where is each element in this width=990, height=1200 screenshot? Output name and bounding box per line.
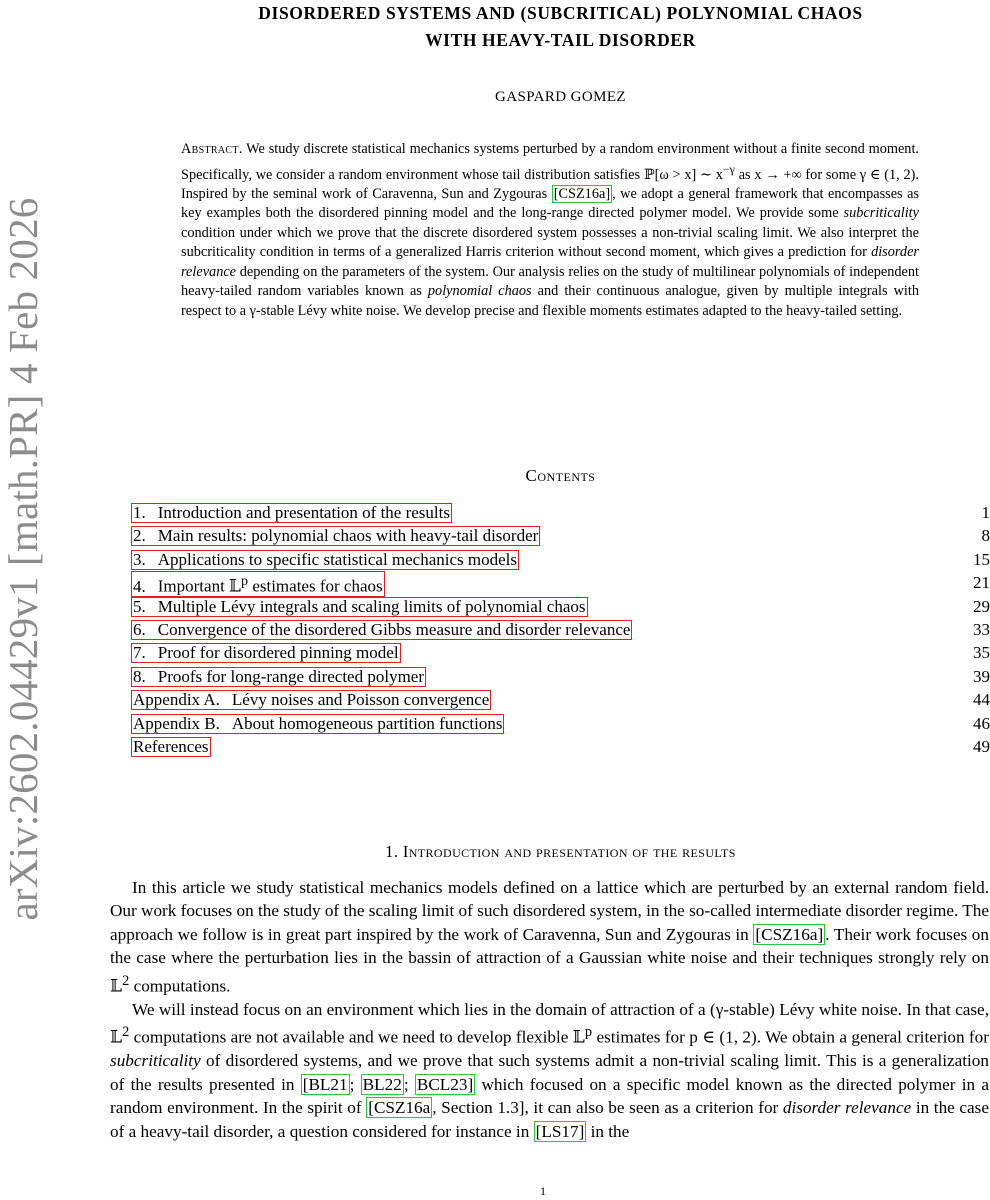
abstract-text: , we adopt a general framework that encompasses as key examples both the disordered pinning model and the long-range directed polymer model. We provide some bbox=[181, 185, 920, 222]
body-text-run: estimates for p ∈ (1, 2). We obtain a general criterion for bbox=[592, 1027, 989, 1047]
citation-link[interactable]: BL22 bbox=[362, 1074, 402, 1094]
body-text-run: in the case of a heavy-tail disorder, a question considered for instance in bbox=[110, 1098, 989, 1141]
citation-link[interactable]: [BL21 bbox=[302, 1074, 348, 1094]
paper-title bbox=[132, 0, 989, 54]
toc-link-levy-integrals[interactable] bbox=[131, 597, 588, 617]
toc-label: Proof for disordered pinning model bbox=[157, 643, 399, 663]
toc-number: 7. bbox=[133, 643, 146, 663]
toc-row bbox=[132, 712, 989, 735]
emphasis: subcriticality bbox=[110, 1051, 201, 1071]
toc-page-number: 8 bbox=[981, 526, 990, 546]
toc-link-introduction[interactable] bbox=[131, 503, 452, 523]
exponent: p bbox=[584, 1024, 593, 1041]
section-1-heading: 1. Introduction and presentation of the results bbox=[385, 842, 736, 861]
toc-row bbox=[132, 735, 989, 758]
toc-label: Multiple Lévy integrals and scaling limits of polynomial chaos bbox=[157, 596, 586, 616]
section-1-body bbox=[110, 876, 989, 1143]
toc-page-number: 29 bbox=[973, 596, 990, 616]
toc-page-number: 39 bbox=[973, 666, 990, 686]
toc-label: References bbox=[133, 736, 209, 756]
toc-label: About homogeneous partition functions bbox=[231, 713, 503, 733]
abstract-exponent: −γ bbox=[722, 161, 735, 176]
body-text-run: . Their work focuses on the case where the perturbation lies in the bassin of attraction of a Gaussian white noise and their techniques strongly rely on 𝕃 bbox=[110, 924, 989, 996]
toc-number: Appendix B. bbox=[133, 713, 220, 733]
toc-label: Main results: polynomial chaos with heavy-tail disorder bbox=[157, 526, 539, 546]
exponent: 2 bbox=[122, 1024, 130, 1041]
arxiv-identifier-stamp: arXiv:2602.04429v1 [math.PR] 4 Feb 2026 bbox=[0, 197, 46, 921]
body-text-run: in the bbox=[586, 1121, 630, 1141]
toc-label: Introduction and presentation of the results bbox=[157, 503, 450, 522]
toc-row bbox=[132, 665, 989, 688]
citation-link[interactable]: [CSZ16a] bbox=[755, 924, 824, 944]
abstract-heading: Abstract. bbox=[181, 141, 243, 157]
toc-label-exponent: p bbox=[241, 573, 249, 590]
author-name: GASPARD GOMEZ bbox=[495, 89, 626, 105]
body-text-run: ; bbox=[349, 1074, 361, 1094]
toc-link-applications[interactable] bbox=[131, 550, 519, 570]
page-number: 1 bbox=[540, 1184, 546, 1198]
toc-row bbox=[132, 548, 989, 571]
abstract-text: We study discrete statistical mechanics systems perturbed by a random environment without a finite second moment. Specifically, we consider a random environment whose tail distribution satisfies ℙ[ω > x] ∼ x bbox=[181, 141, 919, 183]
abstract-text: depending on the parameters of the system. Our analysis relies on the study of multilinear polynomials of independent heavy-tailed random variables known as bbox=[181, 263, 919, 300]
toc-link-references[interactable] bbox=[131, 737, 211, 757]
toc-link-directed-polymer[interactable] bbox=[131, 667, 426, 687]
emphasis: disorder relevance bbox=[782, 1098, 912, 1118]
abstract-emphasis: subcriticality bbox=[843, 205, 919, 222]
abstract bbox=[181, 140, 919, 321]
toc-row bbox=[132, 641, 989, 664]
citation-link[interactable]: [CSZ16a bbox=[368, 1098, 431, 1118]
citation-link[interactable]: [LS17] bbox=[535, 1121, 585, 1141]
body-text-run: ; bbox=[403, 1074, 415, 1094]
toc-page-number: 33 bbox=[973, 619, 990, 639]
toc-row bbox=[132, 571, 989, 594]
toc-link-gibbs-measure[interactable] bbox=[131, 620, 632, 640]
abstract-text: and their continuous analogue, given by multiple integrals with respect to a γ-stable Lévy white noise. We develop precise and flexible moments estimates adapted to the heavy-tailed setting. bbox=[181, 283, 919, 319]
body-text-run: computations. bbox=[129, 976, 231, 996]
toc-row bbox=[132, 524, 989, 547]
toc-link-pinning-model[interactable] bbox=[131, 643, 401, 663]
toc-page-number: 21 bbox=[973, 573, 990, 593]
toc-page-number: 35 bbox=[973, 643, 990, 663]
toc-number: 3. bbox=[133, 549, 146, 569]
toc-link-lp-estimates[interactable] bbox=[131, 571, 385, 597]
abstract-emphasis: disorder relevance bbox=[181, 244, 919, 280]
exponent: 2 bbox=[122, 972, 130, 989]
toc-link-appendix-b[interactable] bbox=[131, 714, 504, 734]
toc-number: 1. bbox=[133, 503, 146, 522]
abstract-text: as x → +∞ for some γ ∈ (1, 2). Inspired by the seminal work of Caravenna, Sun and Zygouras bbox=[181, 166, 919, 202]
paragraph bbox=[110, 998, 989, 1143]
toc-row bbox=[132, 618, 989, 641]
toc-number: 2. bbox=[133, 526, 146, 546]
toc-link-appendix-a[interactable] bbox=[131, 690, 491, 710]
paper-title-line-1: DISORDERED SYSTEMS AND (SUBCRITICAL) POLYNOMIAL CHAOS bbox=[258, 3, 863, 23]
toc-page-number: 49 bbox=[973, 736, 990, 756]
toc-row bbox=[132, 688, 989, 711]
toc-page-number: 1 bbox=[981, 503, 990, 522]
citation-link[interactable]: BCL23] bbox=[416, 1074, 474, 1094]
toc-label: Convergence of the disordered Gibbs measure and disorder relevance bbox=[157, 619, 631, 639]
body-text-run: In this article we study statistical mechanics models defined on a lattice which are perturbed by an external random field. Our work focuses on the study of the scaling limit of such disordered system, in the so-called intermediate disorder regime. The approach we follow is in great part inspired by the work of Caravenna, Sun and Zygouras in bbox=[110, 878, 989, 944]
toc-number: 5. bbox=[133, 596, 146, 616]
body-text-run: of disordered systems, and we prove that such systems admit a non-trivial scaling limit. This is a generalization of the results presented in bbox=[110, 1051, 989, 1094]
toc-page-number: 44 bbox=[973, 690, 990, 710]
paper-title-line-2: WITH HEAVY-TAIL DISORDER bbox=[425, 30, 696, 50]
toc-row bbox=[132, 501, 989, 524]
toc-link-main-results[interactable] bbox=[131, 526, 540, 546]
toc-page-number: 46 bbox=[973, 713, 990, 733]
abstract-text: condition under which we prove that the discrete disordered system possesses a non-trivial scaling limit. We also interpret the subcriticality condition in terms of a generalized Harris criterion without second moment, which gives a prediction for bbox=[181, 224, 919, 261]
toc-label: Applications to specific statistical mechanics models bbox=[157, 549, 518, 569]
toc-label: Lévy noises and Poisson convergence bbox=[231, 690, 490, 710]
body-text-run: which focused on a specific model known as the directed polymer in a random environment. In the spirit of bbox=[110, 1074, 990, 1118]
toc-label: estimates for chaos bbox=[248, 576, 383, 596]
toc-number: 6. bbox=[133, 619, 146, 639]
toc-label: Important 𝕃 bbox=[157, 576, 241, 596]
toc-label: Proofs for long-range directed polymer bbox=[157, 666, 424, 686]
toc-page-number: 15 bbox=[973, 549, 990, 569]
paragraph bbox=[110, 876, 989, 998]
contents-heading: Contents bbox=[525, 466, 596, 485]
abstract-emphasis: polynomial chaos bbox=[427, 283, 532, 300]
body-text-run: We will instead focus on an environment which lies in the domain of attraction of a (γ-stable) Lévy white noise. In that case, 𝕃 bbox=[110, 999, 989, 1047]
toc-number: 8. bbox=[133, 666, 146, 686]
citation-link[interactable]: [CSZ16a] bbox=[553, 185, 611, 202]
body-text-run: computations are not available and we need to develop flexible 𝕃 bbox=[129, 1027, 585, 1047]
toc-number: 4. bbox=[133, 576, 146, 596]
body-text-run: , Section 1.3], it can also be seen as a criterion for bbox=[432, 1098, 783, 1118]
toc-number: Appendix A. bbox=[133, 690, 220, 710]
toc-row bbox=[132, 595, 989, 618]
table-of-contents bbox=[132, 501, 989, 758]
